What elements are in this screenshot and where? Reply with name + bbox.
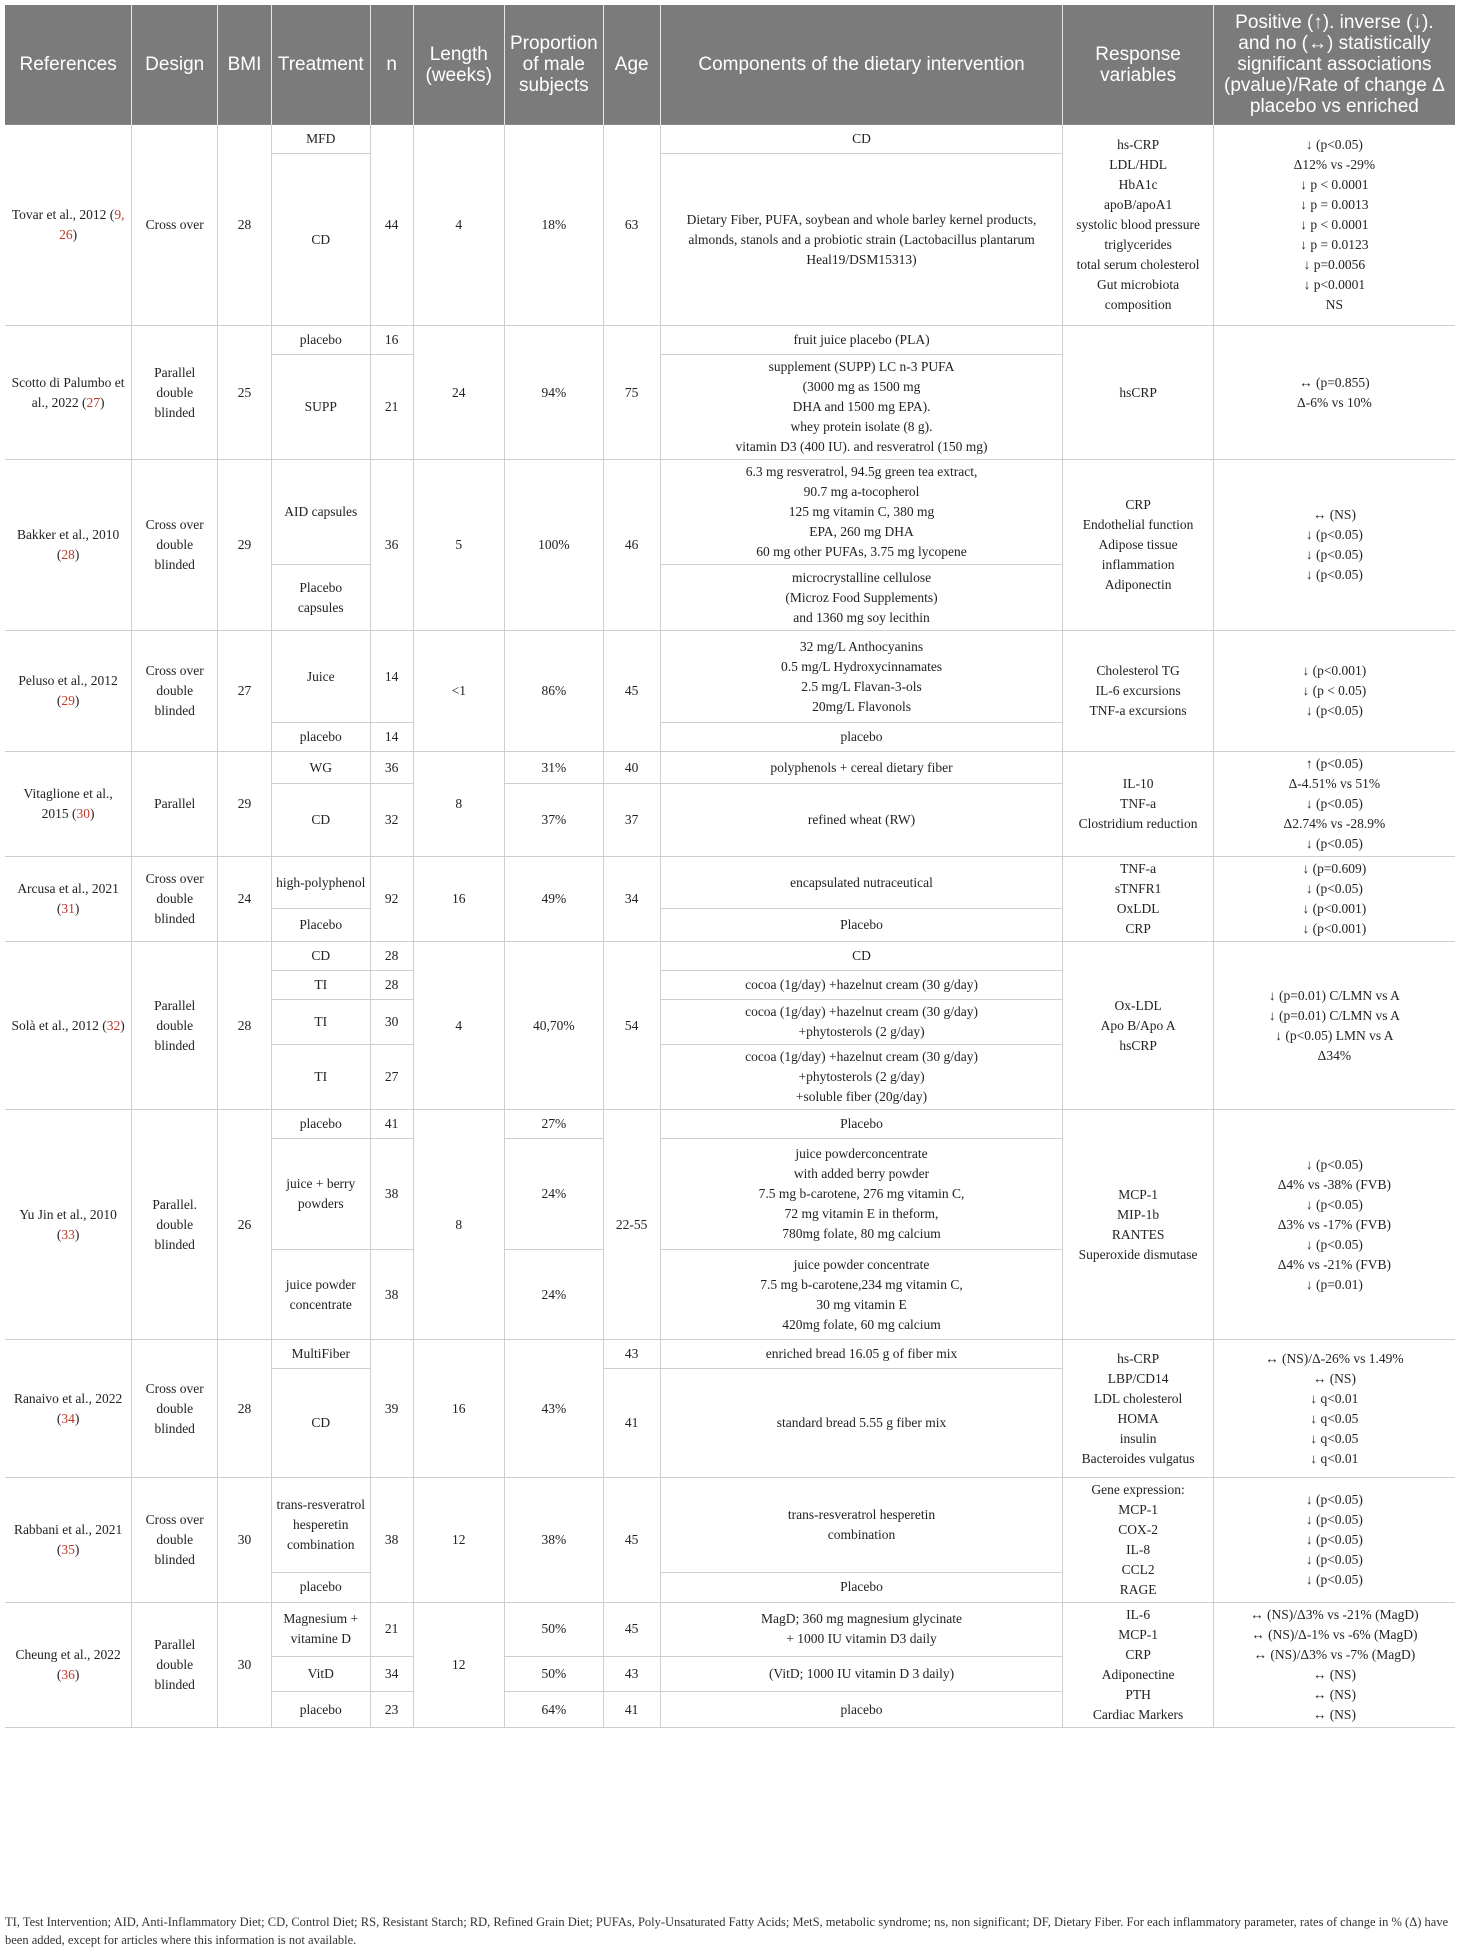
- association-cell: ↓ (p<0.05) Δ4% vs -38% (FVB) ↓ (p<0.05) Δ3% vs -17% (FVB) ↓ (p<0.05) Δ4% vs -21% (FVB) ↓ (p=0.01): [1213, 1110, 1455, 1340]
- design-cell: Parallel. double blinded: [132, 1110, 218, 1340]
- citation-link[interactable]: 28: [61, 547, 75, 562]
- male-cell: 31%: [504, 752, 603, 784]
- age-cell: 75: [603, 326, 660, 460]
- response-cell: TNF-a sTNFR1 OxLDL CRP: [1063, 857, 1213, 942]
- reference-cell: Tovar et al., 2012 (9, 26): [5, 125, 132, 326]
- header-treatment: Treatment: [271, 5, 370, 125]
- treatment-cell: placebo: [271, 326, 370, 355]
- n-cell: 92: [370, 857, 413, 942]
- association-cell: ↔ (p=0.855) Δ-6% vs 10%: [1213, 326, 1455, 460]
- treatment-cell: placebo: [271, 1110, 370, 1139]
- components-cell: cocoa (1g/day) +hazelnut cream (30 g/day) +phytosterols (2 g/day) +soluble fiber (20g/day): [660, 1045, 1063, 1110]
- male-cell: 50%: [504, 1656, 603, 1692]
- design-cell: Parallel double blinded: [132, 1603, 218, 1728]
- association-cell: ↔ (NS)/Δ-26% vs 1.49% ↔ (NS) ↓ q<0.01 ↓ q<0.05 ↓ q<0.05 ↓ q<0.01: [1213, 1340, 1455, 1478]
- design-cell: Cross over double blinded: [132, 857, 218, 942]
- table-row: [5, 460, 1455, 565]
- treatment-cell: WG: [271, 752, 370, 784]
- age-cell: 45: [603, 631, 660, 752]
- length-cell: 16: [413, 857, 504, 942]
- n-cell: 38: [370, 1250, 413, 1340]
- treatment-cell: MultiFiber: [271, 1340, 370, 1369]
- reference-cell: Rabbani et al., 2021 (35): [5, 1478, 132, 1603]
- treatment-cell: Placebo: [271, 909, 370, 942]
- treatment-cell: TI: [271, 971, 370, 1000]
- components-cell: MagD; 360 mg magnesium glycinate + 1000 IU vitamin D3 daily: [660, 1603, 1063, 1657]
- male-cell: 18%: [504, 125, 603, 326]
- length-cell: 8: [413, 752, 504, 857]
- table-row: [5, 942, 1455, 971]
- age-cell: 63: [603, 125, 660, 326]
- components-cell: juice powderconcentrate with added berry powder 7.5 mg b-carotene, 276 mg vitamin C, 72 mg vitamin E in theform, 780mg folate, 80 mg calcium: [660, 1139, 1063, 1250]
- table-row: [5, 1478, 1455, 1573]
- age-cell: 22-55: [603, 1110, 660, 1340]
- bmi-cell: 25: [218, 326, 272, 460]
- n-cell: 38: [370, 1478, 413, 1603]
- n-cell: 23: [370, 1692, 413, 1728]
- components-cell: (VitD; 1000 IU vitamin D 3 daily): [660, 1656, 1063, 1692]
- male-cell: 24%: [504, 1250, 603, 1340]
- length-cell: 24: [413, 326, 504, 460]
- age-cell: 41: [603, 1692, 660, 1728]
- reference-cell: Bakker et al., 2010 (28): [5, 460, 132, 631]
- components-cell: enriched bread 16.05 g of fiber mix: [660, 1340, 1063, 1369]
- components-cell: Dietary Fiber, PUFA, soybean and whole barley kernel products, almonds, stanols and a probiotic strain (Lactobacillus plantarum Heal19/DSM15313): [660, 154, 1063, 326]
- treatment-cell: juice powder concentrate: [271, 1250, 370, 1340]
- table-row: [5, 1603, 1455, 1657]
- citation-link[interactable]: 29: [61, 693, 75, 708]
- citation-link[interactable]: 9, 26: [59, 207, 125, 242]
- design-cell: Parallel double blinded: [132, 326, 218, 460]
- length-cell: <1: [413, 631, 504, 752]
- association-cell: ↓ (p<0.001) ↓ (p < 0.05) ↓ (p<0.05): [1213, 631, 1455, 752]
- response-cell: MCP-1 MIP-1b RANTES Superoxide dismutase: [1063, 1110, 1213, 1340]
- design-cell: Cross over double blinded: [132, 460, 218, 631]
- reference-cell: Ranaivo et al., 2022 (34): [5, 1340, 132, 1478]
- reference-cell: Peluso et al., 2012 (29): [5, 631, 132, 752]
- header-row: [5, 5, 1455, 125]
- table-row: [5, 1340, 1455, 1369]
- components-cell: placebo: [660, 723, 1063, 752]
- association-cell: ↓ (p<0.05) ↓ (p<0.05) ↓ (p<0.05) ↓ (p<0.05) ↓ (p<0.05): [1213, 1478, 1455, 1603]
- n-cell: 36: [370, 460, 413, 631]
- association-cell: ↓ (p=0.609) ↓ (p<0.05) ↓ (p<0.001) ↓ (p<0.001): [1213, 857, 1455, 942]
- treatment-cell: Placebo capsules: [271, 565, 370, 631]
- n-cell: 44: [370, 125, 413, 326]
- header-design: Design: [132, 5, 218, 125]
- response-cell: Cholesterol TG IL-6 excursions TNF-a excursions: [1063, 631, 1213, 752]
- male-cell: 50%: [504, 1603, 603, 1657]
- age-cell: 45: [603, 1478, 660, 1603]
- n-cell: 27: [370, 1045, 413, 1110]
- header-components: Components of the dietary intervention: [660, 5, 1063, 125]
- male-cell: 43%: [504, 1340, 603, 1478]
- design-cell: Cross over double blinded: [132, 1340, 218, 1478]
- components-cell: 6.3 mg resveratrol, 94.5g green tea extract, 90.7 mg a-tocopherol 125 mg vitamin C, 380 mg EPA, 260 mg DHA 60 mg other PUFAs, 3.75 mg lycopene: [660, 460, 1063, 565]
- citation-link[interactable]: 34: [61, 1410, 75, 1426]
- response-cell: hs-CRP LBP/CD14 LDL cholesterol HOMA insulin Bacteroides vulgatus: [1063, 1340, 1213, 1478]
- n-cell: 21: [370, 355, 413, 460]
- bmi-cell: 28: [218, 125, 272, 326]
- reference-cell: Arcusa et al., 2021 (31): [5, 857, 132, 942]
- treatment-cell: TI: [271, 1045, 370, 1110]
- design-cell: Cross over double blinded: [132, 1478, 218, 1603]
- components-cell: CD: [660, 942, 1063, 971]
- reference-cell: Solà et al., 2012 (32): [5, 942, 132, 1110]
- reference-cell: Scotto di Palumbo et al., 2022 (27): [5, 326, 132, 460]
- male-cell: 40,70%: [504, 942, 603, 1110]
- components-cell: standard bread 5.55 g fiber mix: [660, 1369, 1063, 1478]
- bmi-cell: 26: [218, 1110, 272, 1340]
- citation-link[interactable]: 35: [61, 1542, 75, 1557]
- header-response-variables: Response variables: [1063, 5, 1213, 125]
- treatment-cell: juice + berry powders: [271, 1139, 370, 1250]
- association-cell: ↓ (p<0.05) Δ12% vs -29% ↓ p < 0.0001 ↓ p = 0.0013 ↓ p < 0.0001 ↓ p = 0.0123 ↓ p=0.0056 ↓ p<0.0001 NS: [1213, 125, 1455, 326]
- treatment-cell: TI: [271, 1000, 370, 1045]
- n-cell: 34: [370, 1656, 413, 1692]
- treatment-cell: high-polyphenol: [271, 857, 370, 909]
- components-cell: cocoa (1g/day) +hazelnut cream (30 g/day) +phytosterols (2 g/day): [660, 1000, 1063, 1045]
- length-cell: 4: [413, 942, 504, 1110]
- bmi-cell: 24: [218, 857, 272, 942]
- length-cell: 12: [413, 1478, 504, 1603]
- citation-link[interactable]: 27: [86, 394, 100, 410]
- citation-link[interactable]: 36: [61, 1667, 75, 1682]
- citation-link[interactable]: 31: [61, 901, 75, 916]
- response-cell: IL-10 TNF-a Clostridium reduction: [1063, 752, 1213, 857]
- components-cell: encapsulated nutraceutical: [660, 857, 1063, 909]
- design-cell: Parallel: [132, 752, 218, 857]
- components-cell: placebo: [660, 1692, 1063, 1728]
- treatment-cell: CD: [271, 784, 370, 857]
- header-n: n: [370, 5, 413, 125]
- citation-link[interactable]: 30: [76, 806, 91, 821]
- bmi-cell: 29: [218, 460, 272, 631]
- n-cell: 16: [370, 326, 413, 355]
- response-cell: hs-CRP LDL/HDL HbA1c apoB/apoA1 systolic blood pressure triglycerides total serum cholesterol Gut microbiota composition: [1063, 125, 1213, 326]
- reference-cell: Cheung et al., 2022 (36): [5, 1603, 132, 1728]
- studies-table: [5, 5, 1455, 1728]
- design-cell: Cross over double blinded: [132, 631, 218, 752]
- components-cell: Placebo: [660, 909, 1063, 942]
- header-length: Length (weeks): [413, 5, 504, 125]
- table-footnote: TI, Test Intervention; AID, Anti-Inflammatory Diet; CD, Control Diet; RS, Resistant Starch; RD, Refined Grain Diet; PUFAs, Poly-Unsaturated Fatty Acids; MetS, metabolic syndrome; ns, non significant; DF, Dietary Fiber. For each inflammatory parameter, rates of change in % (Δ) have been added, except for articles where this information is not available.: [5, 1915, 1449, 1947]
- table-row: [5, 125, 1455, 154]
- age-cell: 45: [603, 1603, 660, 1657]
- treatment-cell: CD: [271, 1369, 370, 1478]
- male-cell: 100%: [504, 460, 603, 631]
- components-cell: refined wheat (RW): [660, 784, 1063, 857]
- age-cell: 46: [603, 460, 660, 631]
- treatment-cell: SUPP: [271, 355, 370, 460]
- treatment-cell: placebo: [271, 723, 370, 752]
- male-cell: 49%: [504, 857, 603, 942]
- treatment-cell: AID capsules: [271, 460, 370, 565]
- n-cell: 14: [370, 723, 413, 752]
- table-row: [5, 1110, 1455, 1139]
- male-cell: 86%: [504, 631, 603, 752]
- components-cell: CD: [660, 125, 1063, 154]
- response-cell: IL-6 MCP-1 CRP Adiponectine PTH Cardiac Markers: [1063, 1603, 1213, 1728]
- table-row: [5, 752, 1455, 784]
- components-cell: trans-resveratrol hesperetin combination: [660, 1478, 1063, 1573]
- treatment-cell: placebo: [271, 1572, 370, 1602]
- length-cell: 5: [413, 460, 504, 631]
- header-male-proportion: Proportion of male subjects: [504, 5, 603, 125]
- components-cell: juice powder concentrate 7.5 mg b-carotene,234 mg vitamin C, 30 mg vitamin E 420mg folate, 60 mg calcium: [660, 1250, 1063, 1340]
- bmi-cell: 28: [218, 942, 272, 1110]
- citation-link[interactable]: 33: [61, 1226, 75, 1242]
- components-cell: 32 mg/L Anthocyanins 0.5 mg/L Hydroxycinnamates 2.5 mg/L Flavan-3-ols 20mg/L Flavonols: [660, 631, 1063, 723]
- treatment-cell: Magnesium + vitamine D: [271, 1603, 370, 1657]
- association-cell: ↔ (NS) ↓ (p<0.05) ↓ (p<0.05) ↓ (p<0.05): [1213, 460, 1455, 631]
- n-cell: 28: [370, 942, 413, 971]
- age-cell: 37: [603, 784, 660, 857]
- age-cell: 43: [603, 1656, 660, 1692]
- reference-cell: Vitaglione et al., 2015 (30): [5, 752, 132, 857]
- age-cell: 41: [603, 1369, 660, 1478]
- components-cell: supplement (SUPP) LC n-3 PUFA (3000 mg as 1500 mg DHA and 1500 mg EPA). whey protein isolate (8 g). vitamin D3 (400 IU). and resveratrol (150 mg): [660, 355, 1063, 460]
- header-references: References: [5, 5, 132, 125]
- table-row: [5, 631, 1455, 723]
- n-cell: 39: [370, 1340, 413, 1478]
- response-cell: CRP Endothelial function Adipose tissue inflammation Adiponectin: [1063, 460, 1213, 631]
- n-cell: 38: [370, 1139, 413, 1250]
- components-cell: microcrystalline cellulose (Microz Food Supplements) and 1360 mg soy lecithin: [660, 565, 1063, 631]
- association-cell: ↑ (p<0.05) Δ-4.51% vs 51% ↓ (p<0.05) Δ2.74% vs -28.9% ↓ (p<0.05): [1213, 752, 1455, 857]
- citation-link[interactable]: 32: [106, 1017, 121, 1033]
- response-cell: Gene expression: MCP-1 COX-2 IL-8 CCL2 RAGE: [1063, 1478, 1213, 1603]
- treatment-cell: placebo: [271, 1692, 370, 1728]
- male-cell: 38%: [504, 1478, 603, 1603]
- response-cell: hsCRP: [1063, 326, 1213, 460]
- n-cell: 41: [370, 1110, 413, 1139]
- header-associations: Positive (↑). inverse (↓). and no (↔) statistically significant associations (pvalue)/Rate of change Δ placebo vs enriched: [1213, 5, 1455, 125]
- reference-cell: Yu Jin et al., 2010 (33): [5, 1110, 132, 1340]
- bmi-cell: 29: [218, 752, 272, 857]
- length-cell: 16: [413, 1340, 504, 1478]
- treatment-cell: trans-resveratrol hesperetin combination: [271, 1478, 370, 1573]
- table-row: [5, 857, 1455, 909]
- age-cell: 40: [603, 752, 660, 784]
- n-cell: 28: [370, 971, 413, 1000]
- design-cell: Cross over: [132, 125, 218, 326]
- male-cell: 27%: [504, 1110, 603, 1139]
- length-cell: 12: [413, 1603, 504, 1728]
- n-cell: 32: [370, 784, 413, 857]
- treatment-cell: CD: [271, 942, 370, 971]
- length-cell: 4: [413, 125, 504, 326]
- association-cell: ↔ (NS)/Δ3% vs -21% (MagD) ↔ (NS)/Δ-1% vs -6% (MagD) ↔ (NS)/Δ3% vs -7% (MagD) ↔ (NS) ↔ (NS) ↔ (NS): [1213, 1603, 1455, 1728]
- association-cell: ↓ (p=0.01) C/LMN vs A ↓ (p=0.01) C/LMN vs A ↓ (p<0.05) LMN vs A Δ34%: [1213, 942, 1455, 1110]
- design-cell: Parallel double blinded: [132, 942, 218, 1110]
- treatment-cell: VitD: [271, 1656, 370, 1692]
- n-cell: 30: [370, 1000, 413, 1045]
- age-cell: 54: [603, 942, 660, 1110]
- treatment-cell: CD: [271, 154, 370, 326]
- length-cell: 8: [413, 1110, 504, 1340]
- male-cell: 37%: [504, 784, 603, 857]
- treatment-cell: MFD: [271, 125, 370, 154]
- bmi-cell: 30: [218, 1478, 272, 1603]
- header-age: Age: [603, 5, 660, 125]
- n-cell: 21: [370, 1603, 413, 1657]
- bmi-cell: 30: [218, 1603, 272, 1728]
- components-cell: fruit juice placebo (PLA): [660, 326, 1063, 355]
- male-cell: 64%: [504, 1692, 603, 1728]
- response-cell: Ox-LDL Apo B/Apo A hsCRP: [1063, 942, 1213, 1110]
- age-cell: 34: [603, 857, 660, 942]
- male-cell: 24%: [504, 1139, 603, 1250]
- treatment-cell: Juice: [271, 631, 370, 723]
- table-row: [5, 326, 1455, 355]
- header-bmi: BMI: [218, 5, 272, 125]
- components-cell: cocoa (1g/day) +hazelnut cream (30 g/day): [660, 971, 1063, 1000]
- components-cell: polyphenols + cereal dietary fiber: [660, 752, 1063, 784]
- bmi-cell: 28: [218, 1340, 272, 1478]
- studies-table-wrapper: [5, 5, 1455, 1728]
- age-cell: 43: [603, 1340, 660, 1369]
- n-cell: 14: [370, 631, 413, 723]
- components-cell: Placebo: [660, 1572, 1063, 1602]
- male-cell: 94%: [504, 326, 603, 460]
- bmi-cell: 27: [218, 631, 272, 752]
- n-cell: 36: [370, 752, 413, 784]
- components-cell: Placebo: [660, 1110, 1063, 1139]
